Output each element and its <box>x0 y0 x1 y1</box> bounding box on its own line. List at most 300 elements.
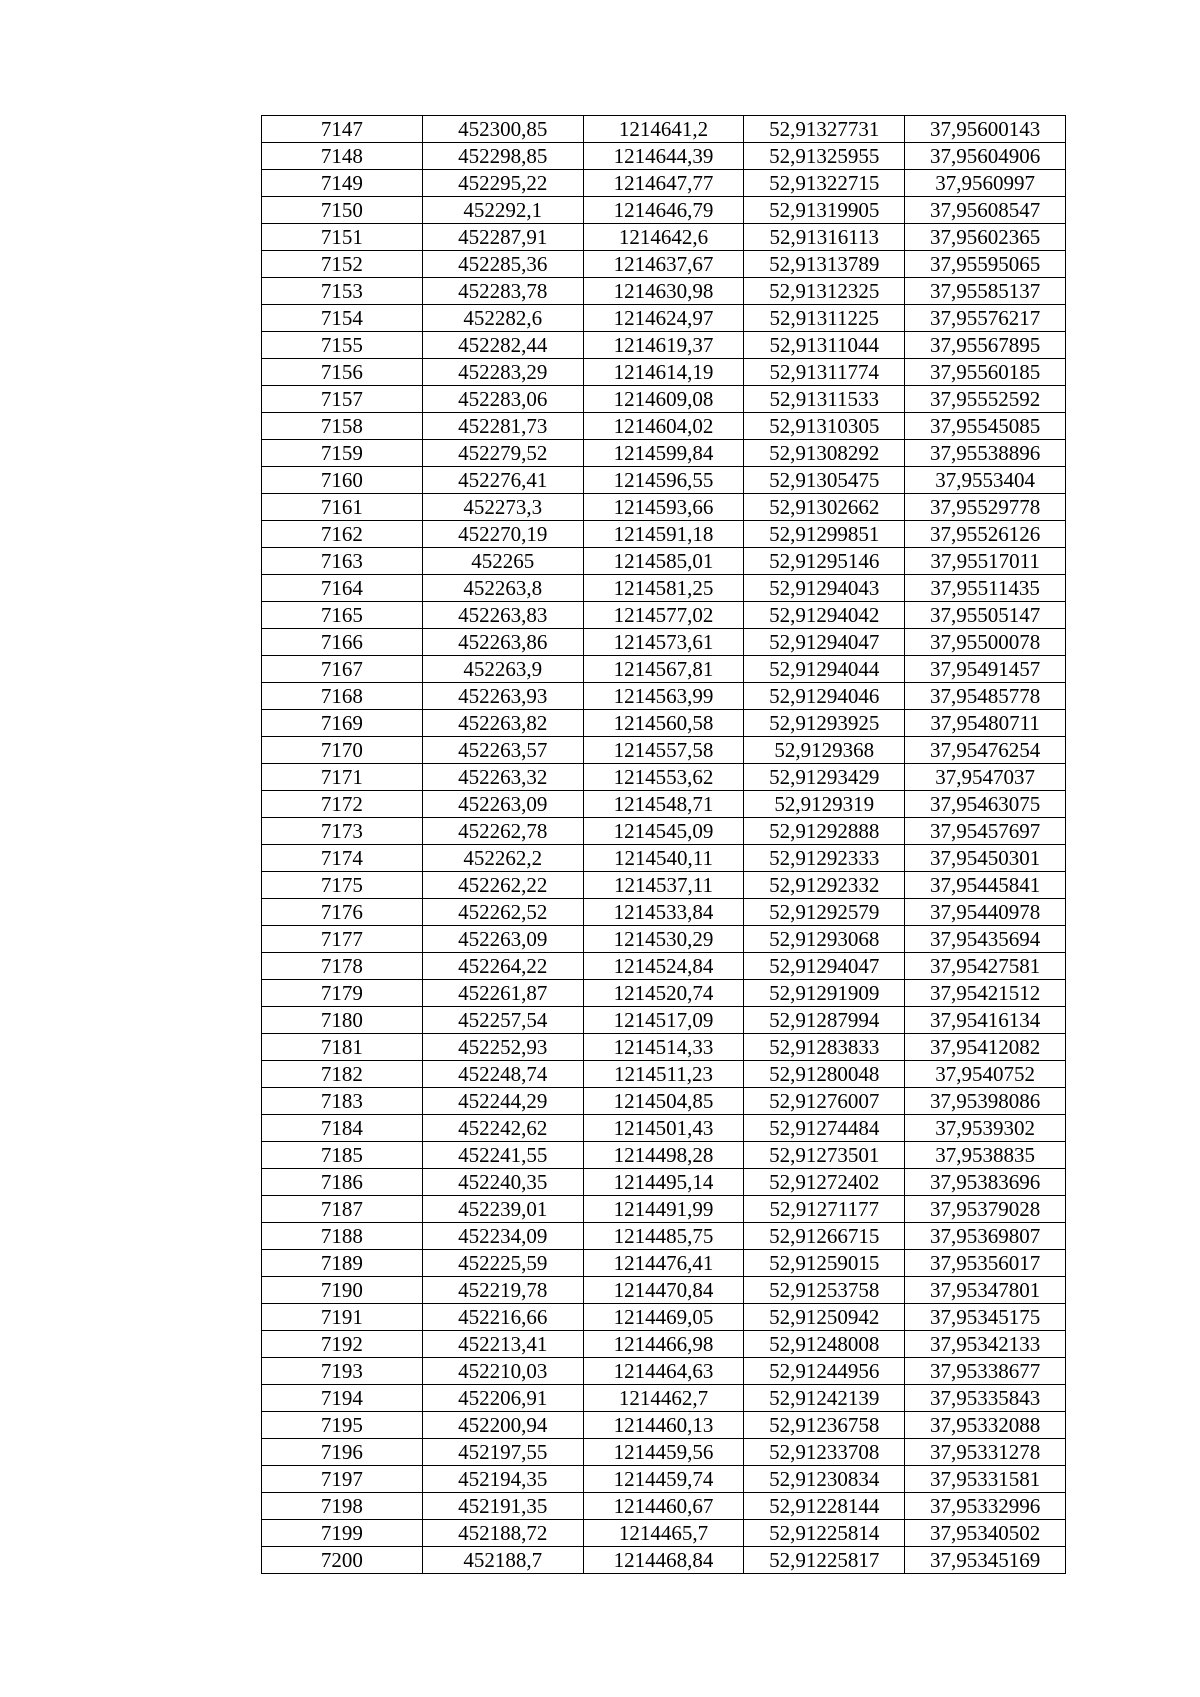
table-row <box>262 791 1066 818</box>
x-coordinate-cell: 452282,44 <box>422 332 583 359</box>
longitude-cell: 37,9560997 <box>905 170 1066 197</box>
y-coordinate-cell: 1214517,09 <box>583 1007 744 1034</box>
longitude-cell: 37,95602365 <box>905 224 1066 251</box>
latitude-cell: 52,9129319 <box>744 791 905 818</box>
x-coordinate-cell: 452263,82 <box>422 710 583 737</box>
x-coordinate-cell: 452282,6 <box>422 305 583 332</box>
table-row <box>262 548 1066 575</box>
table-row <box>262 1250 1066 1277</box>
table-row <box>262 116 1066 143</box>
longitude-cell: 37,95356017 <box>905 1250 1066 1277</box>
point-number-cell: 7177 <box>262 926 423 953</box>
longitude-cell: 37,95398086 <box>905 1088 1066 1115</box>
latitude-cell: 52,91310305 <box>744 413 905 440</box>
point-number-cell: 7173 <box>262 818 423 845</box>
table-row <box>262 1547 1066 1574</box>
x-coordinate-cell: 452276,41 <box>422 467 583 494</box>
x-coordinate-cell: 452200,94 <box>422 1412 583 1439</box>
point-number-cell: 7166 <box>262 629 423 656</box>
x-coordinate-cell: 452273,3 <box>422 494 583 521</box>
longitude-cell: 37,95600143 <box>905 116 1066 143</box>
x-coordinate-cell: 452188,72 <box>422 1520 583 1547</box>
y-coordinate-cell: 1214630,98 <box>583 278 744 305</box>
point-number-cell: 7193 <box>262 1358 423 1385</box>
latitude-cell: 52,91311533 <box>744 386 905 413</box>
table-row <box>262 413 1066 440</box>
x-coordinate-cell: 452263,86 <box>422 629 583 656</box>
longitude-cell: 37,95457697 <box>905 818 1066 845</box>
y-coordinate-cell: 1214459,74 <box>583 1466 744 1493</box>
longitude-cell: 37,95421512 <box>905 980 1066 1007</box>
point-number-cell: 7189 <box>262 1250 423 1277</box>
table-row <box>262 926 1066 953</box>
x-coordinate-cell: 452270,19 <box>422 521 583 548</box>
table-row <box>262 1277 1066 1304</box>
table-row <box>262 1169 1066 1196</box>
longitude-cell: 37,95331278 <box>905 1439 1066 1466</box>
table-row <box>262 251 1066 278</box>
x-coordinate-cell: 452298,85 <box>422 143 583 170</box>
point-number-cell: 7185 <box>262 1142 423 1169</box>
latitude-cell: 52,91294047 <box>744 953 905 980</box>
x-coordinate-cell: 452287,91 <box>422 224 583 251</box>
point-number-cell: 7153 <box>262 278 423 305</box>
latitude-cell: 52,91273501 <box>744 1142 905 1169</box>
table-row <box>262 197 1066 224</box>
y-coordinate-cell: 1214462,7 <box>583 1385 744 1412</box>
table-row <box>262 1466 1066 1493</box>
latitude-cell: 52,91225817 <box>744 1547 905 1574</box>
y-coordinate-cell: 1214511,23 <box>583 1061 744 1088</box>
x-coordinate-cell: 452210,03 <box>422 1358 583 1385</box>
x-coordinate-cell: 452262,22 <box>422 872 583 899</box>
x-coordinate-cell: 452283,06 <box>422 386 583 413</box>
longitude-cell: 37,9539302 <box>905 1115 1066 1142</box>
longitude-cell: 37,95332088 <box>905 1412 1066 1439</box>
x-coordinate-cell: 452292,1 <box>422 197 583 224</box>
longitude-cell: 37,95604906 <box>905 143 1066 170</box>
point-number-cell: 7160 <box>262 467 423 494</box>
longitude-cell: 37,9547037 <box>905 764 1066 791</box>
point-number-cell: 7167 <box>262 656 423 683</box>
point-number-cell: 7171 <box>262 764 423 791</box>
y-coordinate-cell: 1214581,25 <box>583 575 744 602</box>
latitude-cell: 52,91325955 <box>744 143 905 170</box>
longitude-cell: 37,9540752 <box>905 1061 1066 1088</box>
longitude-cell: 37,9538835 <box>905 1142 1066 1169</box>
y-coordinate-cell: 1214465,7 <box>583 1520 744 1547</box>
point-number-cell: 7165 <box>262 602 423 629</box>
y-coordinate-cell: 1214593,66 <box>583 494 744 521</box>
y-coordinate-cell: 1214614,19 <box>583 359 744 386</box>
table-row <box>262 1115 1066 1142</box>
point-number-cell: 7176 <box>262 899 423 926</box>
table-row <box>262 1088 1066 1115</box>
table-row <box>262 1007 1066 1034</box>
latitude-cell: 52,91228144 <box>744 1493 905 1520</box>
y-coordinate-cell: 1214470,84 <box>583 1277 744 1304</box>
latitude-cell: 52,91292333 <box>744 845 905 872</box>
table-row <box>262 656 1066 683</box>
table-row <box>262 980 1066 1007</box>
x-coordinate-cell: 452263,9 <box>422 656 583 683</box>
y-coordinate-cell: 1214557,58 <box>583 737 744 764</box>
y-coordinate-cell: 1214548,71 <box>583 791 744 818</box>
longitude-cell: 37,95476254 <box>905 737 1066 764</box>
longitude-cell: 37,95538896 <box>905 440 1066 467</box>
y-coordinate-cell: 1214604,02 <box>583 413 744 440</box>
longitude-cell: 37,95345175 <box>905 1304 1066 1331</box>
latitude-cell: 52,91311774 <box>744 359 905 386</box>
y-coordinate-cell: 1214560,58 <box>583 710 744 737</box>
point-number-cell: 7162 <box>262 521 423 548</box>
point-number-cell: 7158 <box>262 413 423 440</box>
y-coordinate-cell: 1214567,81 <box>583 656 744 683</box>
latitude-cell: 52,91280048 <box>744 1061 905 1088</box>
longitude-cell: 37,95526126 <box>905 521 1066 548</box>
point-number-cell: 7155 <box>262 332 423 359</box>
point-number-cell: 7154 <box>262 305 423 332</box>
table-row <box>262 1412 1066 1439</box>
y-coordinate-cell: 1214504,85 <box>583 1088 744 1115</box>
latitude-cell: 52,91294044 <box>744 656 905 683</box>
latitude-cell: 52,91293925 <box>744 710 905 737</box>
latitude-cell: 52,91327731 <box>744 116 905 143</box>
table-row <box>262 1034 1066 1061</box>
x-coordinate-cell: 452263,8 <box>422 575 583 602</box>
longitude-cell: 37,95435694 <box>905 926 1066 953</box>
y-coordinate-cell: 1214641,2 <box>583 116 744 143</box>
table-row <box>262 359 1066 386</box>
x-coordinate-cell: 452225,59 <box>422 1250 583 1277</box>
y-coordinate-cell: 1214537,11 <box>583 872 744 899</box>
latitude-cell: 52,91294043 <box>744 575 905 602</box>
point-number-cell: 7147 <box>262 116 423 143</box>
table-row <box>262 845 1066 872</box>
longitude-cell: 37,95342133 <box>905 1331 1066 1358</box>
y-coordinate-cell: 1214577,02 <box>583 602 744 629</box>
longitude-cell: 37,95412082 <box>905 1034 1066 1061</box>
table-row <box>262 1439 1066 1466</box>
y-coordinate-cell: 1214573,61 <box>583 629 744 656</box>
x-coordinate-cell: 452188,7 <box>422 1547 583 1574</box>
y-coordinate-cell: 1214520,74 <box>583 980 744 1007</box>
table-row <box>262 683 1066 710</box>
table-row <box>262 521 1066 548</box>
x-coordinate-cell: 452263,83 <box>422 602 583 629</box>
y-coordinate-cell: 1214596,55 <box>583 467 744 494</box>
point-number-cell: 7183 <box>262 1088 423 1115</box>
longitude-cell: 37,95511435 <box>905 575 1066 602</box>
latitude-cell: 52,91311044 <box>744 332 905 359</box>
table-row <box>262 1520 1066 1547</box>
longitude-cell: 37,95383696 <box>905 1169 1066 1196</box>
x-coordinate-cell: 452263,09 <box>422 791 583 818</box>
point-number-cell: 7148 <box>262 143 423 170</box>
y-coordinate-cell: 1214619,37 <box>583 332 744 359</box>
y-coordinate-cell: 1214466,98 <box>583 1331 744 1358</box>
x-coordinate-cell: 452241,55 <box>422 1142 583 1169</box>
latitude-cell: 52,91322715 <box>744 170 905 197</box>
latitude-cell: 52,91292888 <box>744 818 905 845</box>
y-coordinate-cell: 1214591,18 <box>583 521 744 548</box>
table-row <box>262 1331 1066 1358</box>
table-row <box>262 1223 1066 1250</box>
latitude-cell: 52,91287994 <box>744 1007 905 1034</box>
point-number-cell: 7178 <box>262 953 423 980</box>
x-coordinate-cell: 452262,52 <box>422 899 583 926</box>
point-number-cell: 7188 <box>262 1223 423 1250</box>
point-number-cell: 7168 <box>262 683 423 710</box>
table-row <box>262 467 1066 494</box>
point-number-cell: 7163 <box>262 548 423 575</box>
point-number-cell: 7192 <box>262 1331 423 1358</box>
y-coordinate-cell: 1214646,79 <box>583 197 744 224</box>
point-number-cell: 7164 <box>262 575 423 602</box>
y-coordinate-cell: 1214624,97 <box>583 305 744 332</box>
point-number-cell: 7149 <box>262 170 423 197</box>
x-coordinate-cell: 452263,57 <box>422 737 583 764</box>
y-coordinate-cell: 1214545,09 <box>583 818 744 845</box>
table-row <box>262 170 1066 197</box>
longitude-cell: 37,95338677 <box>905 1358 1066 1385</box>
longitude-cell: 37,95379028 <box>905 1196 1066 1223</box>
longitude-cell: 37,95340502 <box>905 1520 1066 1547</box>
latitude-cell: 52,91259015 <box>744 1250 905 1277</box>
point-number-cell: 7197 <box>262 1466 423 1493</box>
y-coordinate-cell: 1214530,29 <box>583 926 744 953</box>
y-coordinate-cell: 1214460,13 <box>583 1412 744 1439</box>
x-coordinate-cell: 452216,66 <box>422 1304 583 1331</box>
longitude-cell: 37,95347801 <box>905 1277 1066 1304</box>
latitude-cell: 52,91308292 <box>744 440 905 467</box>
x-coordinate-cell: 452279,52 <box>422 440 583 467</box>
point-number-cell: 7150 <box>262 197 423 224</box>
latitude-cell: 52,91272402 <box>744 1169 905 1196</box>
y-coordinate-cell: 1214599,84 <box>583 440 744 467</box>
latitude-cell: 52,91319905 <box>744 197 905 224</box>
y-coordinate-cell: 1214501,43 <box>583 1115 744 1142</box>
longitude-cell: 37,95608547 <box>905 197 1066 224</box>
point-number-cell: 7187 <box>262 1196 423 1223</box>
longitude-cell: 37,95331581 <box>905 1466 1066 1493</box>
longitude-cell: 37,95595065 <box>905 251 1066 278</box>
point-number-cell: 7156 <box>262 359 423 386</box>
x-coordinate-cell: 452263,32 <box>422 764 583 791</box>
latitude-cell: 52,91294046 <box>744 683 905 710</box>
longitude-cell: 37,95369807 <box>905 1223 1066 1250</box>
table-row <box>262 899 1066 926</box>
y-coordinate-cell: 1214644,39 <box>583 143 744 170</box>
latitude-cell: 52,91291909 <box>744 980 905 1007</box>
table-row <box>262 386 1066 413</box>
x-coordinate-cell: 452262,2 <box>422 845 583 872</box>
point-number-cell: 7184 <box>262 1115 423 1142</box>
longitude-cell: 37,9553404 <box>905 467 1066 494</box>
point-number-cell: 7191 <box>262 1304 423 1331</box>
table-row <box>262 1196 1066 1223</box>
point-number-cell: 7169 <box>262 710 423 737</box>
latitude-cell: 52,91253758 <box>744 1277 905 1304</box>
longitude-cell: 37,95416134 <box>905 1007 1066 1034</box>
point-number-cell: 7179 <box>262 980 423 1007</box>
table-row <box>262 1358 1066 1385</box>
longitude-cell: 37,95345169 <box>905 1547 1066 1574</box>
point-number-cell: 7152 <box>262 251 423 278</box>
latitude-cell: 52,91274484 <box>744 1115 905 1142</box>
x-coordinate-cell: 452240,35 <box>422 1169 583 1196</box>
table-row <box>262 440 1066 467</box>
longitude-cell: 37,95332996 <box>905 1493 1066 1520</box>
y-coordinate-cell: 1214485,75 <box>583 1223 744 1250</box>
x-coordinate-cell: 452239,01 <box>422 1196 583 1223</box>
point-number-cell: 7157 <box>262 386 423 413</box>
longitude-cell: 37,95485778 <box>905 683 1066 710</box>
table-row <box>262 710 1066 737</box>
latitude-cell: 52,91305475 <box>744 467 905 494</box>
longitude-cell: 37,95335843 <box>905 1385 1066 1412</box>
y-coordinate-cell: 1214563,99 <box>583 683 744 710</box>
x-coordinate-cell: 452191,35 <box>422 1493 583 1520</box>
longitude-cell: 37,95567895 <box>905 332 1066 359</box>
latitude-cell: 52,91292579 <box>744 899 905 926</box>
longitude-cell: 37,95545085 <box>905 413 1066 440</box>
longitude-cell: 37,95505147 <box>905 602 1066 629</box>
latitude-cell: 52,91266715 <box>744 1223 905 1250</box>
x-coordinate-cell: 452248,74 <box>422 1061 583 1088</box>
coordinates-table <box>261 115 1066 1574</box>
latitude-cell: 52,91295146 <box>744 548 905 575</box>
latitude-cell: 52,91283833 <box>744 1034 905 1061</box>
point-number-cell: 7172 <box>262 791 423 818</box>
point-number-cell: 7170 <box>262 737 423 764</box>
table-row <box>262 1142 1066 1169</box>
point-number-cell: 7196 <box>262 1439 423 1466</box>
latitude-cell: 52,91244956 <box>744 1358 905 1385</box>
x-coordinate-cell: 452234,09 <box>422 1223 583 1250</box>
x-coordinate-cell: 452194,35 <box>422 1466 583 1493</box>
table-row <box>262 278 1066 305</box>
y-coordinate-cell: 1214459,56 <box>583 1439 744 1466</box>
table-row <box>262 1061 1066 1088</box>
x-coordinate-cell: 452281,73 <box>422 413 583 440</box>
point-number-cell: 7161 <box>262 494 423 521</box>
latitude-cell: 52,91311225 <box>744 305 905 332</box>
y-coordinate-cell: 1214476,41 <box>583 1250 744 1277</box>
coordinates-table-body <box>262 116 1066 1574</box>
x-coordinate-cell: 452300,85 <box>422 116 583 143</box>
table-row <box>262 872 1066 899</box>
latitude-cell: 52,91294042 <box>744 602 905 629</box>
x-coordinate-cell: 452252,93 <box>422 1034 583 1061</box>
y-coordinate-cell: 1214647,77 <box>583 170 744 197</box>
table-row <box>262 1304 1066 1331</box>
latitude-cell: 52,9129368 <box>744 737 905 764</box>
latitude-cell: 52,91225814 <box>744 1520 905 1547</box>
latitude-cell: 52,91299851 <box>744 521 905 548</box>
longitude-cell: 37,95491457 <box>905 656 1066 683</box>
table-row <box>262 818 1066 845</box>
y-coordinate-cell: 1214524,84 <box>583 953 744 980</box>
y-coordinate-cell: 1214585,01 <box>583 548 744 575</box>
longitude-cell: 37,95463075 <box>905 791 1066 818</box>
x-coordinate-cell: 452265 <box>422 548 583 575</box>
x-coordinate-cell: 452244,29 <box>422 1088 583 1115</box>
table-row <box>262 575 1066 602</box>
table-row <box>262 332 1066 359</box>
table-row <box>262 953 1066 980</box>
point-number-cell: 7195 <box>262 1412 423 1439</box>
y-coordinate-cell: 1214637,67 <box>583 251 744 278</box>
table-row <box>262 143 1066 170</box>
table-row <box>262 602 1066 629</box>
latitude-cell: 52,91316113 <box>744 224 905 251</box>
point-number-cell: 7159 <box>262 440 423 467</box>
x-coordinate-cell: 452206,91 <box>422 1385 583 1412</box>
longitude-cell: 37,95427581 <box>905 953 1066 980</box>
longitude-cell: 37,95500078 <box>905 629 1066 656</box>
x-coordinate-cell: 452213,41 <box>422 1331 583 1358</box>
longitude-cell: 37,95450301 <box>905 845 1066 872</box>
latitude-cell: 52,91250942 <box>744 1304 905 1331</box>
y-coordinate-cell: 1214642,6 <box>583 224 744 251</box>
longitude-cell: 37,95552592 <box>905 386 1066 413</box>
table-row <box>262 305 1066 332</box>
latitude-cell: 52,91236758 <box>744 1412 905 1439</box>
x-coordinate-cell: 452261,87 <box>422 980 583 1007</box>
latitude-cell: 52,91312325 <box>744 278 905 305</box>
y-coordinate-cell: 1214514,33 <box>583 1034 744 1061</box>
y-coordinate-cell: 1214540,11 <box>583 845 744 872</box>
x-coordinate-cell: 452242,62 <box>422 1115 583 1142</box>
y-coordinate-cell: 1214460,67 <box>583 1493 744 1520</box>
y-coordinate-cell: 1214533,84 <box>583 899 744 926</box>
y-coordinate-cell: 1214491,99 <box>583 1196 744 1223</box>
table-row <box>262 224 1066 251</box>
longitude-cell: 37,95480711 <box>905 710 1066 737</box>
point-number-cell: 7151 <box>262 224 423 251</box>
point-number-cell: 7181 <box>262 1034 423 1061</box>
x-coordinate-cell: 452219,78 <box>422 1277 583 1304</box>
table-row <box>262 1385 1066 1412</box>
x-coordinate-cell: 452197,55 <box>422 1439 583 1466</box>
x-coordinate-cell: 452285,36 <box>422 251 583 278</box>
latitude-cell: 52,91248008 <box>744 1331 905 1358</box>
y-coordinate-cell: 1214468,84 <box>583 1547 744 1574</box>
x-coordinate-cell: 452257,54 <box>422 1007 583 1034</box>
x-coordinate-cell: 452264,22 <box>422 953 583 980</box>
latitude-cell: 52,91293429 <box>744 764 905 791</box>
longitude-cell: 37,95445841 <box>905 872 1066 899</box>
longitude-cell: 37,95529778 <box>905 494 1066 521</box>
point-number-cell: 7174 <box>262 845 423 872</box>
y-coordinate-cell: 1214464,63 <box>583 1358 744 1385</box>
latitude-cell: 52,91302662 <box>744 494 905 521</box>
point-number-cell: 7190 <box>262 1277 423 1304</box>
x-coordinate-cell: 452295,22 <box>422 170 583 197</box>
table-row <box>262 1493 1066 1520</box>
longitude-cell: 37,95517011 <box>905 548 1066 575</box>
point-number-cell: 7175 <box>262 872 423 899</box>
x-coordinate-cell: 452283,29 <box>422 359 583 386</box>
table-row <box>262 737 1066 764</box>
longitude-cell: 37,95440978 <box>905 899 1066 926</box>
point-number-cell: 7198 <box>262 1493 423 1520</box>
latitude-cell: 52,91294047 <box>744 629 905 656</box>
x-coordinate-cell: 452263,09 <box>422 926 583 953</box>
table-row <box>262 494 1066 521</box>
point-number-cell: 7199 <box>262 1520 423 1547</box>
